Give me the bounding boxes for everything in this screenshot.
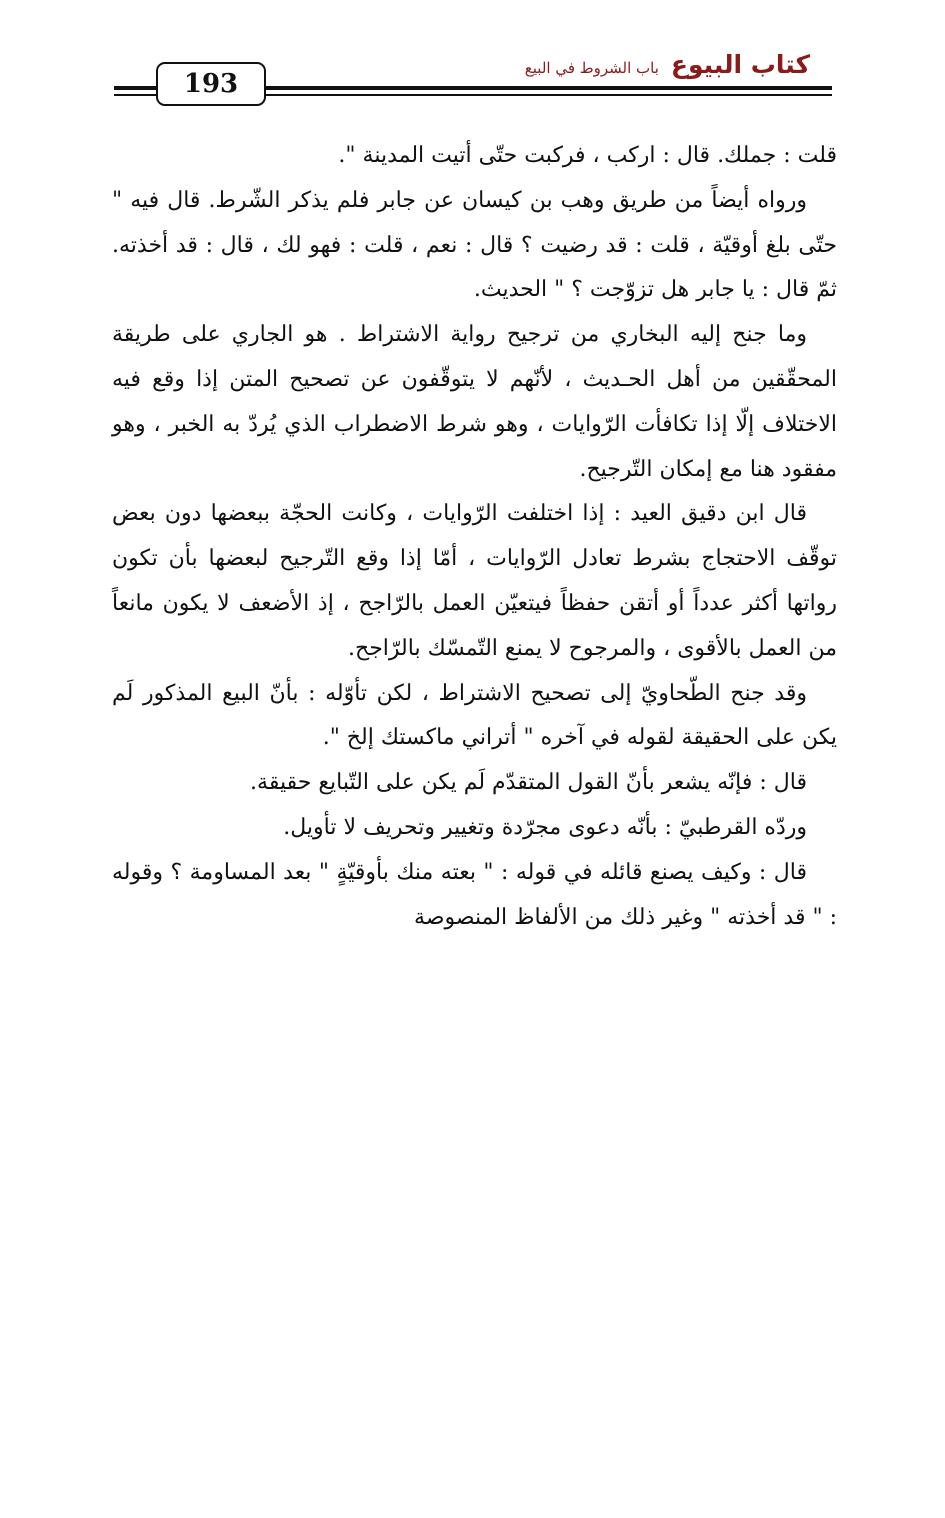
paragraph: ورواه أيضاً من طريق وهب بن كيسان عن جابر فلم يذكر الشّرط. قال فيه " حتّى بلغ أوقيّة ، قلت : قد رضيت ؟ قال : نعم ، قلت : فهو لك ، قال : قد أخذته. ثمّ قال : يا جابر هل تزوّجت ؟ " الحديث.: [112, 187, 837, 303]
paragraph: وقد جنح الطّحاويّ إلى تصحيح الاشتراط ، لكن تأوّله : بأنّ البيع المذكور لَم يكن على الحقيقة لقوله في آخره " أتراني ماكستك إلخ ".: [112, 680, 837, 751]
page-number: 193: [156, 62, 266, 106]
paragraph: قال : فإنّه يشعر بأنّ القول المتقدّم لَم يكن على التّبايع حقيقة.: [250, 770, 807, 796]
page-header: [114, 50, 832, 114]
running-title: [525, 50, 810, 84]
paragraph: وردّه القرطبيّ : بأنّه دعوى مجرّدة وتغيير وتحريف لا تأويل.: [283, 814, 807, 840]
book-title: كتاب البيوع: [670, 50, 810, 79]
paragraph: قلت : جملك. قال : اركب ، فركبت حتّى أتيت المدينة ".: [338, 143, 837, 168]
paragraph: قال ابن دقيق العيد : إذا اختلفت الرّوايات ، وكانت الحجّة ببعضها دون بعض توقّف الاحتجاج بشرط تعادل الرّوايات ، أمّا إذا وقع التّرجيح لبعضها بأن تكون رواتها أكثر عدداً أو أتقن حفظاً فيتعيّن العمل بالرّاجح ، إذ الأضعف لا يكون مانعاً من العمل بالأقوى ، والمرجوح لا يمنع التّمسّك بالرّاجح.: [112, 501, 837, 661]
paragraph: قال : وكيف يصنع قائله في قوله : " بعته منك بأوقيّةٍ " بعد المساومة ؟ وقوله : " قد أخذته " وغير ذلك من الألفاظ المنصوصة: [112, 859, 837, 930]
paragraph: وما جنح إليه البخاري من ترجيح رواية الاشتراط . هو الجاري على طريقة المحقّقين من أهل الحـديث ، لأنّهم لا يتوقّفون عن تصحيح المتن إذا وقع فيه الاختلاف إلّا إذا تكافأت الرّوايات ، وهو شرط الاضطراب الذي يُردّ به الخبر ، وهو مفقود هنا مع إمكان التّرجيح.: [112, 322, 837, 482]
body-text: [112, 134, 837, 940]
chapter-title: باب الشروط في البيع: [524, 59, 659, 77]
